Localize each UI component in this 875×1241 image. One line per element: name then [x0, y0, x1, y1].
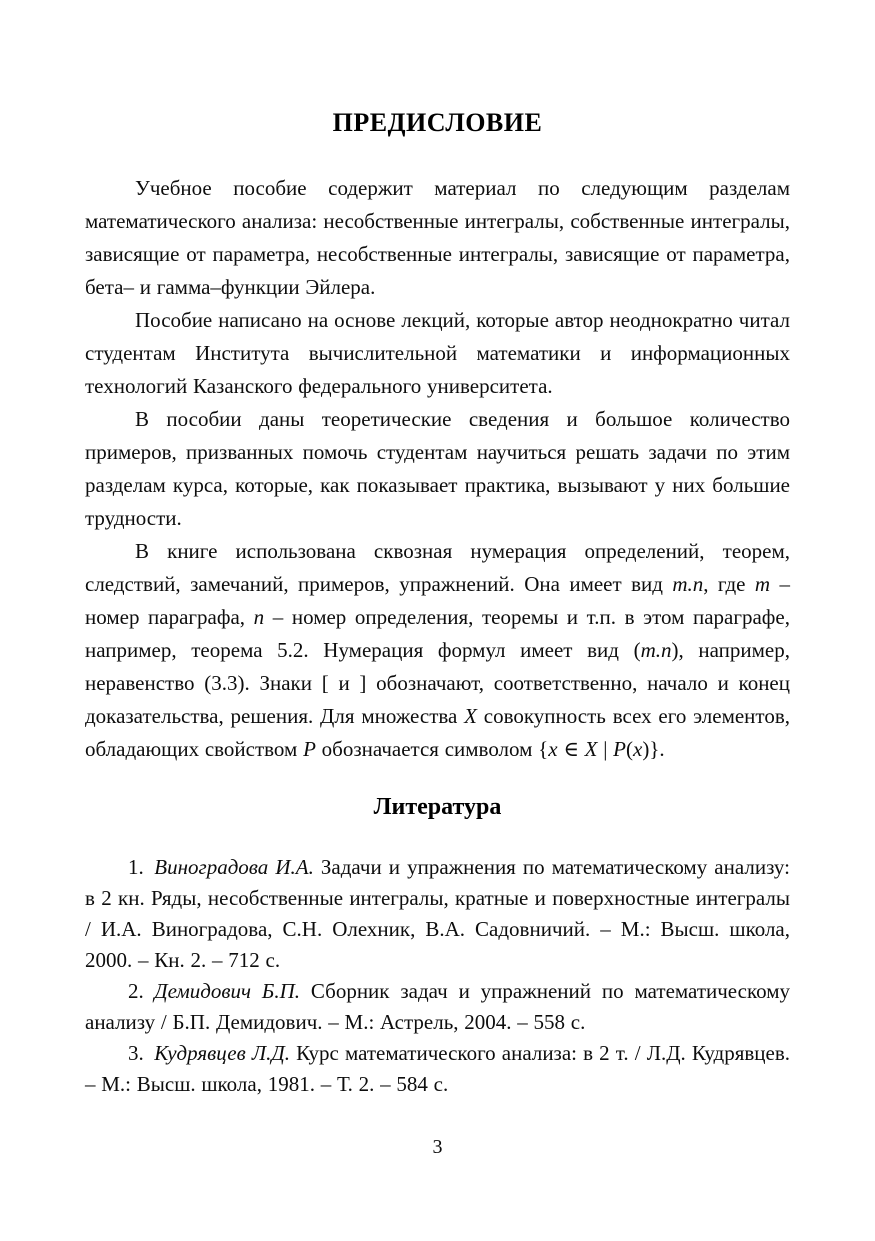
- bibliography-list: [85, 852, 790, 1100]
- preface-paragraph: В книге использована сквозная нумерация определений, теорем, следствий, замечаний, примеров, упражнений. Она имеет вид m.n, где m – номер параграфа, n – номер определения, теоремы и т.п. в этом параграфе, например, теорема 5.2. Нумерация формул имеет вид (m.n), например, неравенство (3.3). Знаки [ и ] обозначают, соответственно, начало и конец доказательства, решения. Для множества X совокупность всех его элементов, обладающих свойством P обозначается символом {x ∈ X | P(x)}.: [85, 539, 791, 761]
- bibliography-entry: 1. Виноградова И.А. Задачи и упражнения по математическому анализу: в 2 кн. Ряды, несобственные интегралы, кратные и поверхностные интегралы / И.А. Виноградова, С.Н. Олехник, В.А. Садовничий. – М.: Высш. школа, 2000. – Кн. 2. – 712 с.: [85, 855, 790, 972]
- preface-body: [85, 172, 790, 766]
- preface-paragraph: Учебное пособие содержит материал по следующим разделам математического анализа: несобственные интегралы, собственные интегралы, зависящие от параметра, несобственные интегралы, зависящие от параметра, бета– и гамма–функции Эйлера.: [85, 176, 790, 299]
- literature-heading: Литература: [373, 794, 502, 820]
- preface-paragraph: Пособие написано на основе лекций, которые автор неоднократно читал студентам Института вычислительной математики и информационных технологий Казанского федерального университета.: [85, 308, 790, 398]
- bibliography-entry: 2. Демидович Б.П. Сборник задач и упражнений по математическому анализу / Б.П. Демидович. – М.: Астрель, 2004. – 558 с.: [85, 979, 790, 1034]
- page-content: [85, 0, 790, 1100]
- page-number: 3: [432, 1136, 443, 1158]
- preface-paragraph: В пособии даны теоретические сведения и большое количество примеров, призванных помочь студентам научиться решать задачи по этим разделам курса, которые, как показывает практика, вызывают у них большие трудности.: [85, 407, 790, 530]
- preface-title: ПРЕДИСЛОВИЕ: [332, 108, 543, 137]
- bibliography-entry: 3. Кудрявцев Л.Д. Курс математического анализа: в 2 т. / Л.Д. Кудрявцев. – М.: Высш. школа, 1981. – Т. 2. – 584 с.: [85, 1041, 790, 1096]
